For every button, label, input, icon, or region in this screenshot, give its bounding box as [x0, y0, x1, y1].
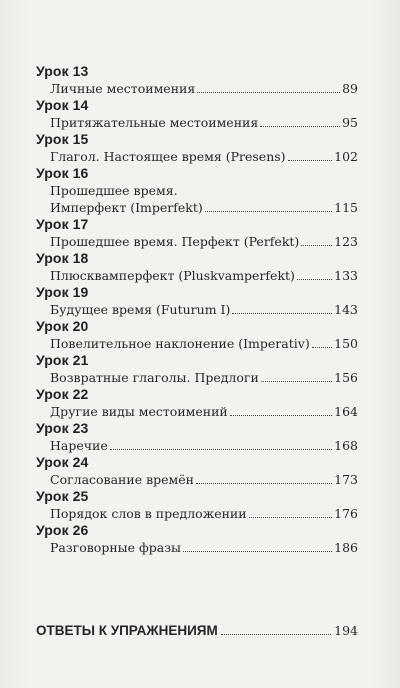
toc-entry [50, 233, 358, 250]
toc-entry-title: Личные местоимения [50, 81, 196, 96]
toc-entry-title: Будущее время (Futurum I) [50, 302, 231, 317]
toc-entry-page: 123 [334, 234, 358, 249]
lesson-heading: Урок 25 [36, 488, 89, 504]
toc-entry-title: Наречие [50, 438, 108, 453]
toc-entry-page: 115 [334, 200, 358, 215]
toc-lesson [36, 454, 358, 488]
toc-entry-page: 173 [334, 472, 358, 487]
toc-entry [50, 267, 358, 284]
lesson-heading: Урок 13 [36, 63, 89, 79]
toc-entry-page: 102 [334, 149, 358, 164]
table-of-contents [36, 63, 358, 556]
toc-entry [50, 148, 358, 165]
dot-leader [110, 449, 332, 450]
toc-lesson [36, 318, 358, 352]
toc-entry-title: Другие виды местоимений [50, 404, 228, 419]
toc-entry-page: 156 [334, 370, 358, 385]
toc-entry-title: Согласование времён [50, 472, 194, 487]
toc-entry [50, 114, 358, 131]
toc-entry-title: Глагол. Настоящее время (Presens) [50, 149, 286, 164]
toc-entry-page: 176 [334, 506, 358, 521]
toc-entry-page: 168 [334, 438, 358, 453]
toc-entry [50, 539, 358, 556]
toc-entry-title: ОТВЕТЫ К УПРАЖНЕНИЯМ [36, 623, 218, 638]
lesson-heading: Урок 26 [36, 522, 89, 538]
dot-leader [297, 279, 332, 280]
lesson-heading: Урок 20 [36, 318, 89, 334]
toc-lesson [36, 488, 358, 522]
toc-entry-title: Прошедшее время. Перфект (Perfekt) [50, 234, 300, 249]
toc-entry [50, 301, 358, 318]
toc-entry [50, 403, 358, 420]
toc-lesson [36, 420, 358, 454]
toc-entry-page: 186 [334, 540, 358, 555]
lesson-heading: Урок 19 [36, 284, 89, 300]
dot-leader [260, 126, 340, 127]
toc-entry-title: Имперфект (Imperfekt) [50, 200, 203, 215]
lesson-heading: Урок 22 [36, 386, 89, 402]
toc-entry-page: 133 [334, 268, 358, 283]
toc-lesson [36, 250, 358, 284]
toc-entry-title: Возвратные глаголы. Предлоги [50, 370, 259, 385]
toc-entry [50, 80, 358, 97]
lesson-heading: Урок 17 [36, 216, 89, 232]
dot-leader [261, 381, 332, 382]
toc-entry [50, 199, 358, 216]
toc-entry [50, 335, 358, 352]
dot-leader [288, 160, 333, 161]
toc-entry-page: 150 [334, 336, 358, 351]
toc-lesson [36, 352, 358, 386]
toc-entry [50, 437, 358, 454]
lesson-heading: Урок 21 [36, 352, 89, 368]
toc-entry-page: 95 [342, 115, 358, 130]
toc-entry-answers [36, 622, 358, 639]
toc-entry [50, 369, 358, 386]
dot-leader [232, 313, 332, 314]
dot-leader [301, 245, 332, 246]
dot-leader [230, 415, 332, 416]
dot-leader [196, 483, 332, 484]
toc-lesson [36, 216, 358, 250]
toc-entry-line: Прошедшее время. [50, 183, 178, 198]
toc-lesson [36, 284, 358, 318]
toc-lesson [36, 386, 358, 420]
toc-entry-page: 194 [334, 623, 358, 638]
toc-entry-page: 164 [334, 404, 358, 419]
toc-entry [50, 471, 358, 488]
toc-lesson [36, 97, 358, 131]
toc-lesson [36, 63, 358, 97]
toc-entry-title: Притяжательные местоимения [50, 115, 259, 130]
toc-entry-title: Повелительное наклонение (Imperativ) [50, 336, 310, 351]
dot-leader [205, 211, 332, 212]
dot-leader [183, 551, 332, 552]
toc-lesson [36, 165, 358, 216]
toc-entry-page: 143 [334, 302, 358, 317]
toc-lesson [36, 131, 358, 165]
dot-leader [249, 517, 333, 518]
dot-leader [221, 634, 331, 635]
lesson-heading: Урок 24 [36, 454, 89, 470]
toc-entry-page: 89 [342, 81, 358, 96]
toc-entry [50, 505, 358, 522]
lesson-heading: Урок 23 [36, 420, 89, 436]
dot-leader [312, 347, 332, 348]
lesson-heading: Урок 15 [36, 131, 89, 147]
toc-entry-title: Разговорные фразы [50, 540, 181, 555]
lesson-heading: Урок 18 [36, 250, 89, 266]
toc-entry-title: Плюсквамперфект (Pluskvamperfekt) [50, 268, 295, 283]
lesson-heading: Урок 14 [36, 97, 89, 113]
toc-entry-title: Порядок слов в предложении [50, 506, 247, 521]
lesson-heading: Урок 16 [36, 165, 89, 181]
dot-leader [197, 92, 340, 93]
toc-lesson [36, 522, 358, 556]
